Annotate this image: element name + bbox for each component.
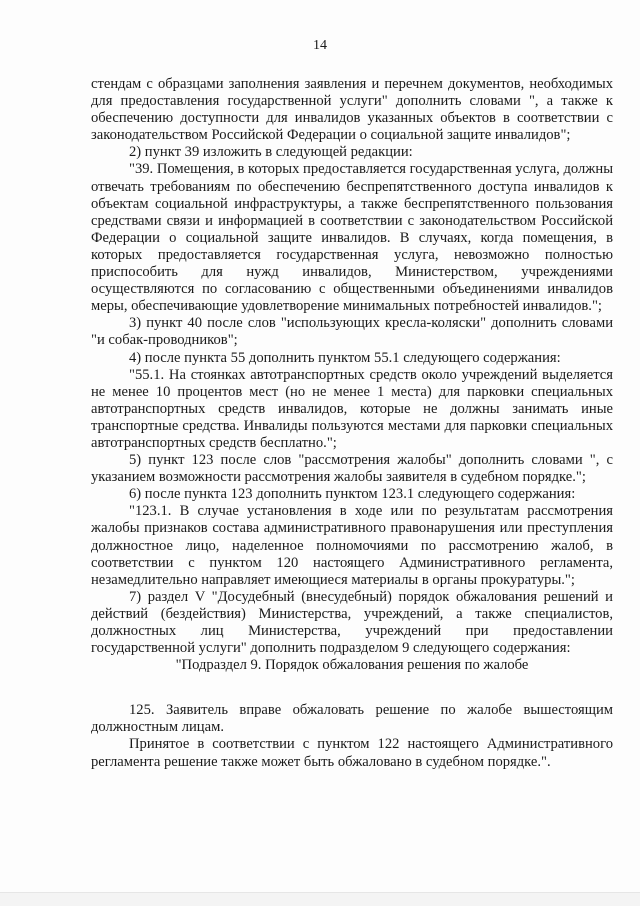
- paragraph: "123.1. В случае установления в ходе или по результатам рассмотрения жалобы признаков состава административного правонарушения или преступления должностное лицо, наделенное полномочиями по рассмотрению жалоб, в соответствии с пунктом 120 настоящего Административного регламента, незамедлительно направляет имеющиеся материалы в органы прокуратуры.";: [91, 503, 613, 588]
- paragraph: 5) пункт 123 после слов "рассмотрения жалобы" дополнить словами ", с указанием возможности рассмотрения жалобы заявителя в судебном порядке.";: [91, 452, 613, 486]
- document-body: [91, 76, 613, 771]
- paragraph: "39. Помещения, в которых предоставляется государственная услуга, должны отвечать требованиям по обеспечению беспрепятственного доступа инвалидов к объектам социальной инфраструктуры, а также беспрепятственного пользования средствами связи и информацией в соответствии с законодательством Российской Федерации о социальной защите инвалидов. В случаях, когда помещения, в которых предоставляется государственная услуга, невозможно полностью приспособить для нужд инвалидов, Министерством, учреждениями осуществляются по согласованию с общественными объединениями инвалидов меры, обеспечивающие удовлетворение минимальных потребностей инвалидов.";: [91, 161, 613, 315]
- paragraph: "55.1. На стоянках автотранспортных средств около учреждений выделяется не менее 10 процентов мест (но не менее 1 места) для парковки специальных автотранспортных средств инвалидов, которые не должны занимать иные транспортные средства. Инвалиды пользуются местами для парковки специальных автотранспортных средств бесплатно.";: [91, 366, 613, 451]
- paragraph: 125. Заявитель вправе обжаловать решение по жалобе вышестоящим должностным лицам.: [91, 702, 613, 736]
- subsection-heading: "Подраздел 9. Порядок обжалования решения по жалобе: [175, 657, 529, 674]
- page-number: 14: [313, 38, 327, 53]
- page-bottom-edge: [0, 892, 640, 906]
- paragraph: 7) раздел V "Досудебный (внесудебный) порядок обжалования решений и действий (бездействия) Министерства, учреждений, а также специалистов, должностных лиц Министерства, учреждений при предоставлении государственной услуги" дополнить подразделом 9 следующего содержания:: [91, 588, 613, 657]
- paragraph: 6) после пункта 123 дополнить пунктом 123.1 следующего содержания:: [129, 486, 576, 503]
- paragraph: Принятое в соответствии с пунктом 122 настоящего Административного регламента решение также может быть обжаловано в судебном порядке.".: [91, 736, 613, 770]
- paragraph: 2) пункт 39 изложить в следующей редакции:: [129, 144, 413, 161]
- paragraph: 3) пункт 40 после слов "использующих кресла-коляски" дополнить словами "и собак-проводников";: [91, 315, 613, 349]
- paragraph: 4) после пункта 55 дополнить пунктом 55.1 следующего содержания:: [129, 349, 561, 366]
- paragraph: стендам с образцами заполнения заявления и перечнем документов, необходимых для предоставления государственной услуги" дополнить словами ", а также к обеспечению доступности для инвалидов указанных объектов в соответствии с законодательством Российской Федерации о социальной защите инвалидов";: [91, 76, 613, 144]
